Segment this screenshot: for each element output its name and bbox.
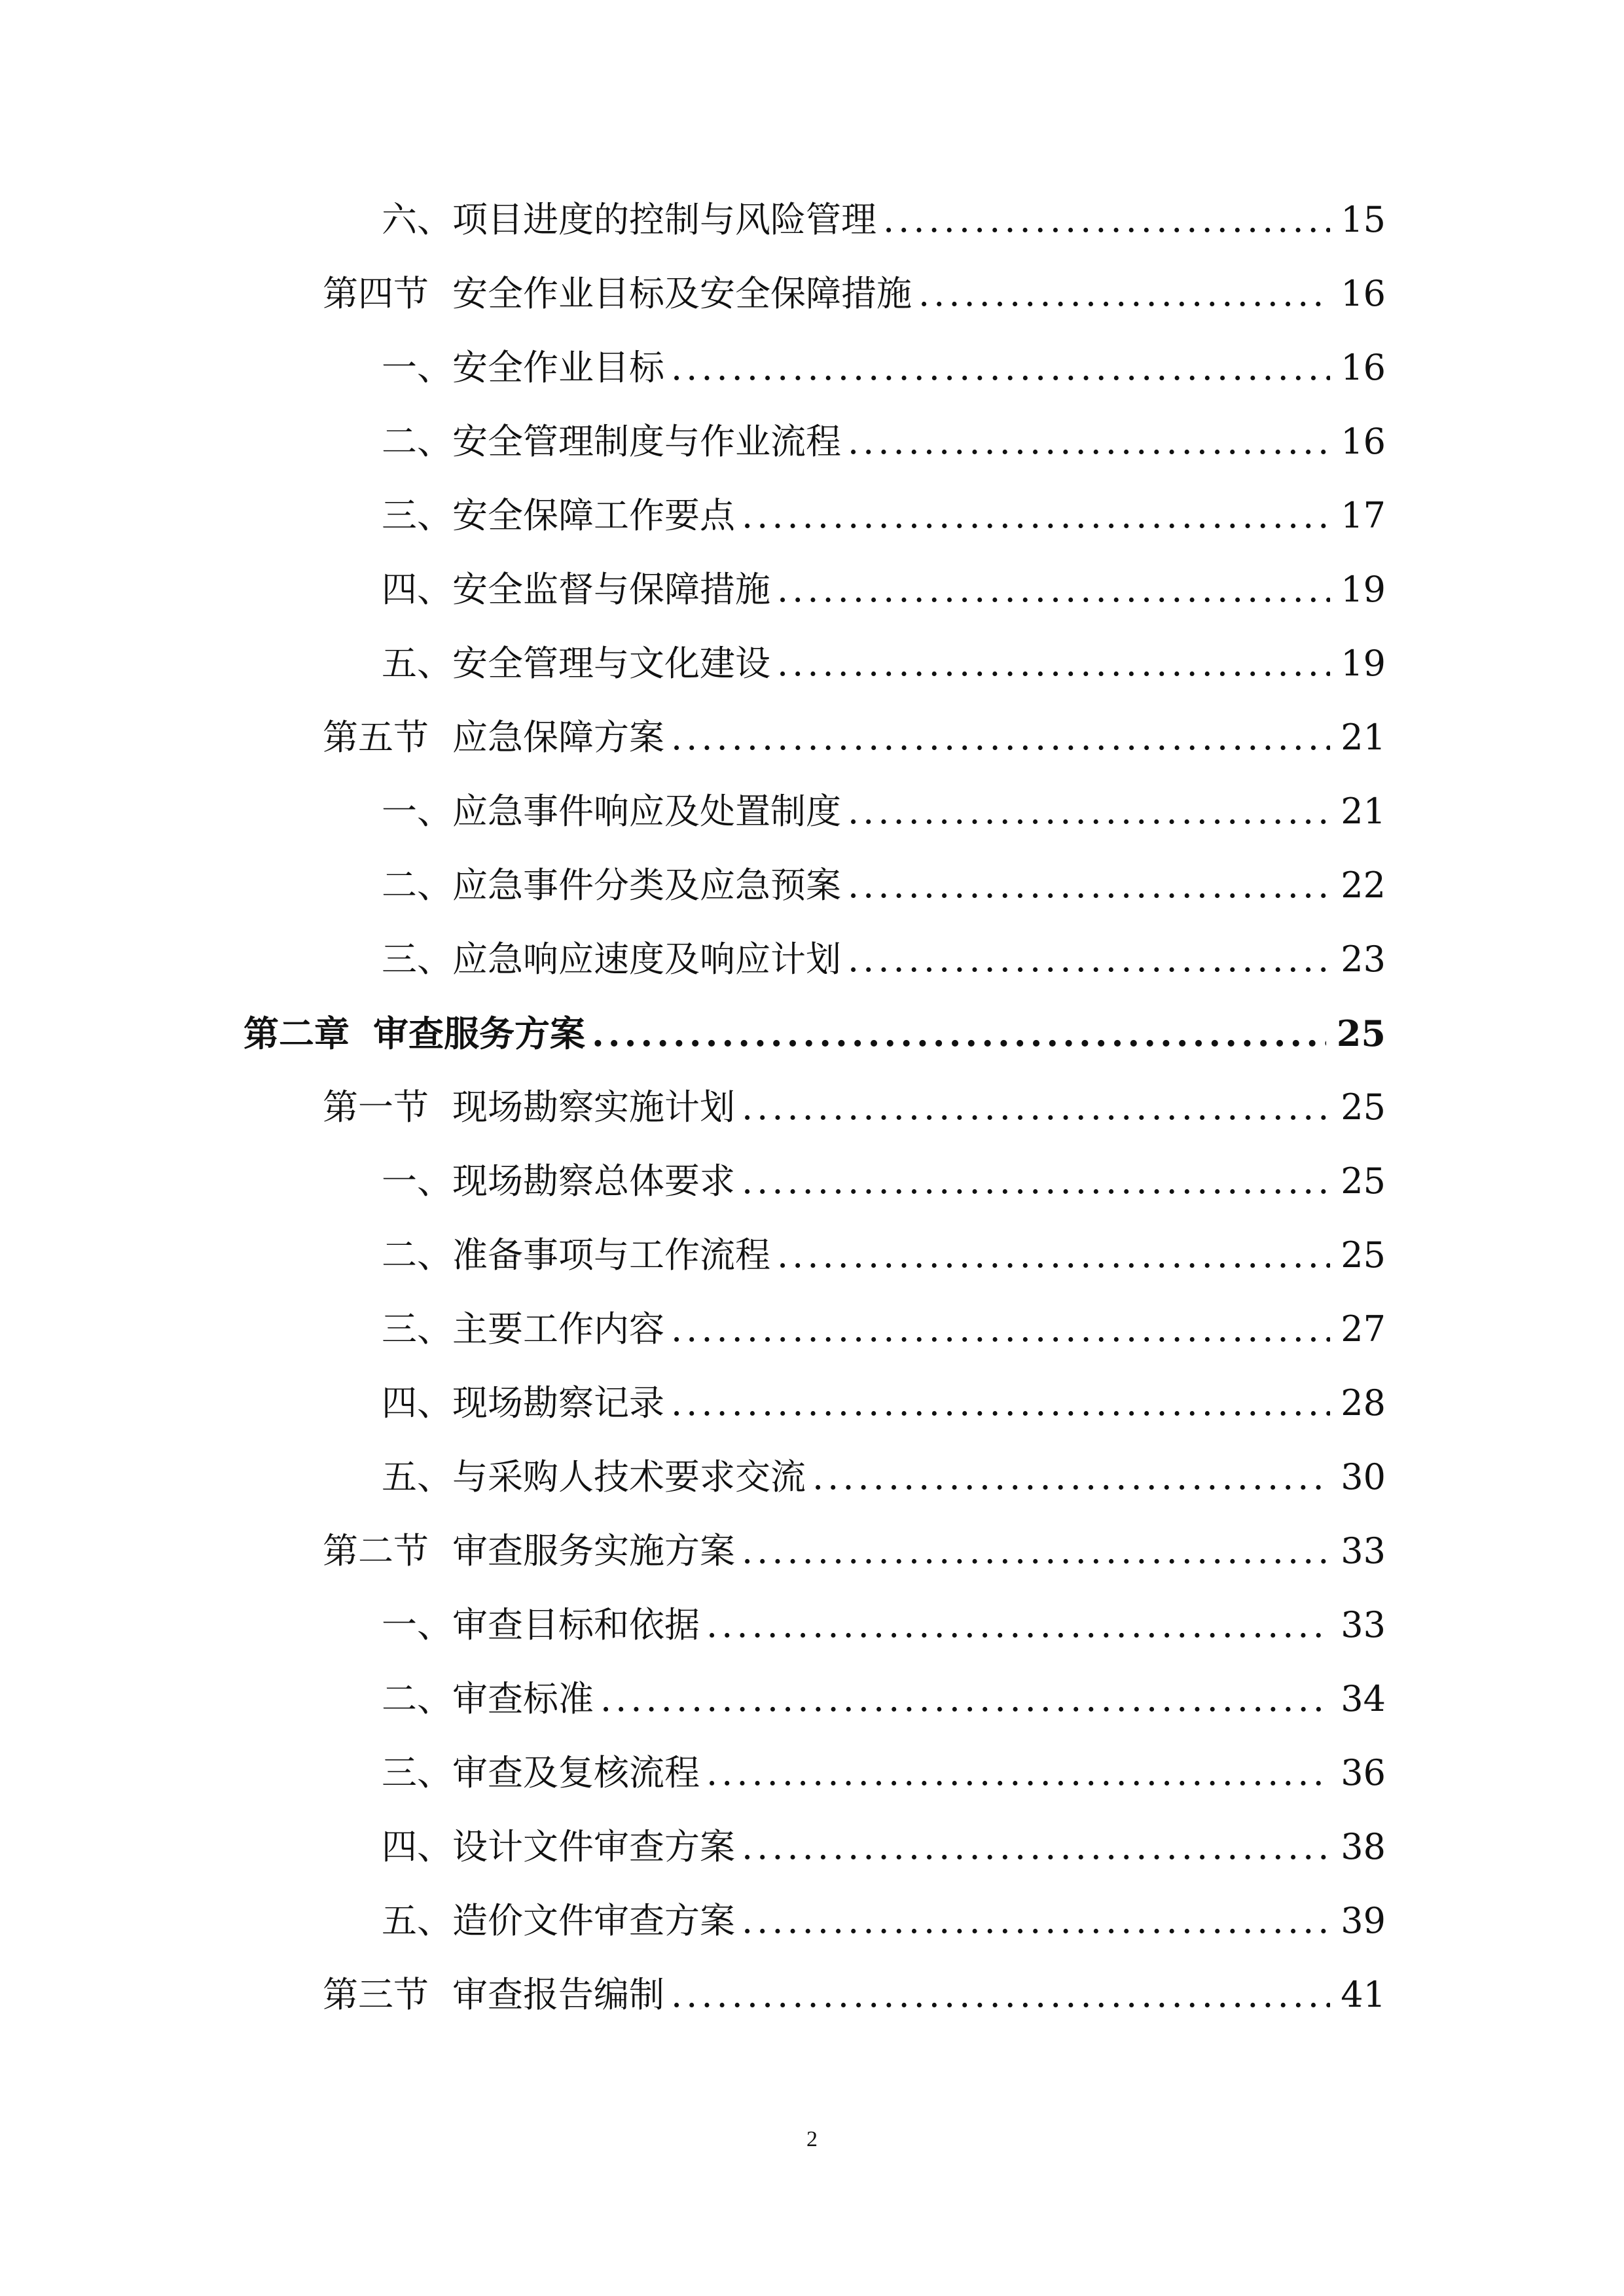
toc-leader-dots [706,1736,1330,1810]
toc-entry-prefix: 三、 [382,1752,452,1793]
toc-entry-page-number: 16 [1341,273,1386,314]
toc-leader-dots [671,1958,1330,2032]
toc-leader-dots [742,1145,1330,1218]
toc-entry-title [323,257,918,331]
toc-entry[interactable] [382,849,1386,922]
toc-entry[interactable] [382,1293,1386,1366]
toc-entry-text: 安全管理与文化建设 [452,643,770,684]
toc-entry[interactable] [382,405,1386,478]
toc-entry-title [382,1884,742,1958]
toc-entry[interactable] [323,257,1386,331]
toc-entry-prefix: 二、 [382,421,452,462]
toc-entry-title [382,775,848,848]
toc-entry-text: 项目进度的控制与风险管理 [452,199,876,240]
toc-entry-prefix: 第四节 [323,273,429,314]
toc-entry[interactable] [244,997,1386,1070]
toc-entry-text: 现场勘察记录 [452,1382,664,1424]
toc-entry-prefix: 四、 [382,569,452,610]
toc-leader-dots [742,1071,1330,1144]
toc-entry-title [323,701,671,774]
toc-entry-page-number: 15 [1341,199,1386,240]
toc-entry[interactable] [382,1662,1386,1736]
toc-entry[interactable] [382,183,1386,257]
toc-leader-dots [742,479,1330,552]
toc-entry-page-number: 22 [1341,865,1386,906]
toc-entry-page-number: 23 [1341,939,1386,980]
toc-entry-text: 设计文件审查方案 [452,1826,735,1867]
toc-entry[interactable] [382,1219,1386,1292]
toc-entry-text: 审查服务实施方案 [452,1530,735,1571]
toc-entry-text: 安全保障工作要点 [452,495,735,536]
toc-entry-title [382,1588,706,1662]
toc-entry-text: 现场勘察总体要求 [452,1160,735,1202]
toc-leader-dots [848,775,1330,848]
toc-entry-title [382,1441,812,1514]
toc-entry-prefix: 第二章 [244,1013,350,1054]
toc-entry-page-number: 34 [1341,1678,1386,1719]
toc-entry-prefix: 五、 [382,1456,452,1498]
toc-entry-prefix: 一、 [382,1160,452,1202]
toc-entry-page-number: 38 [1341,1826,1386,1867]
toc-entry-page-number: 39 [1341,1900,1386,1941]
toc-entry-title [382,923,848,996]
toc-entry-text: 审查标准 [452,1678,594,1719]
toc-entry-page-number: 28 [1341,1382,1386,1424]
toc-entry-prefix: 第二节 [323,1530,429,1571]
toc-entry-title [382,1145,742,1218]
toc-leader-dots [812,1441,1330,1514]
toc-entry-title [382,405,848,478]
toc-entry-prefix: 三、 [382,1308,452,1350]
toc-leader-dots [671,701,1330,774]
toc-entry[interactable] [382,923,1386,996]
toc-entry-prefix: 一、 [382,1604,452,1645]
toc-entry-title [323,1071,742,1144]
page-number-footer: 2 [806,2127,818,2151]
toc-entry[interactable] [382,1588,1386,1662]
toc-entry[interactable] [382,553,1386,626]
toc-leader-dots [671,1293,1330,1366]
toc-entry[interactable] [382,627,1386,700]
toc-entry[interactable] [323,1071,1386,1144]
toc-entry-title [382,627,777,700]
toc-entry-prefix: 六、 [382,199,452,240]
toc-entry[interactable] [382,1884,1386,1958]
toc-entry-page-number: 33 [1341,1604,1386,1645]
toc-leader-dots [592,997,1326,1070]
toc-entry-text: 现场勘察实施计划 [452,1086,735,1128]
toc-entry[interactable] [382,1145,1386,1218]
toc-entry-title [382,1736,706,1810]
toc-entry-text: 审查服务方案 [373,1013,585,1054]
toc-leader-dots [706,1588,1330,1662]
toc-entry-prefix: 一、 [382,347,452,388]
toc-entry-text: 审查报告编制 [452,1974,664,2015]
toc-entry-prefix: 五、 [382,643,452,684]
toc-entry-prefix: 三、 [382,495,452,536]
toc-entry-title [382,479,742,552]
toc-leader-dots [918,257,1330,331]
toc-entry-title [382,1810,742,1884]
toc-entry[interactable] [382,331,1386,404]
toc-entry-title [382,1367,671,1440]
toc-entry-title [382,1219,777,1292]
toc-entry-page-number: 19 [1341,643,1386,684]
toc-leader-dots [848,923,1330,996]
toc-entry-page-number: 16 [1341,421,1386,462]
toc-leader-dots [777,553,1330,626]
toc-entry-text: 安全监督与保障措施 [452,569,770,610]
toc-entry[interactable] [382,1367,1386,1440]
toc-entry-title [244,997,592,1070]
toc-entry-title [382,849,848,922]
toc-entry-prefix: 第一节 [323,1086,429,1128]
toc-entry-title [382,183,883,257]
toc-entry-page-number: 30 [1341,1456,1386,1498]
toc-entry-prefix: 一、 [382,791,452,832]
toc-entry-page-number: 36 [1341,1752,1386,1793]
toc-entry-text: 安全作业目标及安全保障措施 [452,273,912,314]
toc-entry-text: 安全管理制度与作业流程 [452,421,841,462]
toc-entry[interactable] [382,1736,1386,1810]
toc-entry[interactable] [382,1810,1386,1884]
toc-entry-title [382,1662,600,1736]
toc-entry-text: 应急事件响应及处置制度 [452,791,841,832]
toc-entry-text: 审查及复核流程 [452,1752,700,1793]
toc-leader-dots [671,1367,1330,1440]
toc-entry-page-number: 25 [1336,1013,1386,1054]
toc-entry-text: 应急响应速度及响应计划 [452,939,841,980]
toc-entry-text: 应急保障方案 [452,717,664,758]
toc-leader-dots [742,1810,1330,1884]
toc-entry-title [382,553,777,626]
toc-entry[interactable] [382,479,1386,552]
toc-entry-page-number: 41 [1341,1974,1386,2015]
toc-leader-dots [777,1219,1330,1292]
toc-entry-text: 主要工作内容 [452,1308,664,1350]
toc-leader-dots [848,849,1330,922]
toc-entry-prefix: 二、 [382,865,452,906]
toc-leader-dots [777,627,1330,700]
toc-entry-prefix: 二、 [382,1678,452,1719]
toc-entry-page-number: 21 [1341,717,1386,758]
toc-entry-text: 审查目标和依据 [452,1604,700,1645]
toc-entry-page-number: 17 [1341,495,1386,536]
toc-entry-prefix: 二、 [382,1234,452,1276]
toc-entry-prefix: 第五节 [323,717,429,758]
toc-entry-page-number: 25 [1341,1160,1386,1202]
toc-leader-dots [742,1515,1330,1588]
toc-leader-dots [848,405,1330,478]
toc-entry-title [382,331,671,404]
toc-entry-text: 准备事项与工作流程 [452,1234,770,1276]
toc-leader-dots [600,1662,1330,1736]
toc-entry-text: 应急事件分类及应急预案 [452,865,841,906]
toc-entry-prefix: 三、 [382,939,452,980]
toc-entry-title [323,1515,742,1588]
toc-entry-prefix: 第三节 [323,1974,429,2015]
toc-entry-title [382,1293,671,1366]
toc-entry-page-number: 33 [1341,1530,1386,1571]
toc-entry-text: 与采购人技术要求交流 [452,1456,806,1498]
toc-entry[interactable] [323,701,1386,774]
toc-entry[interactable] [382,775,1386,848]
toc-entry-text: 安全作业目标 [452,347,664,388]
toc-leader-dots [883,183,1330,257]
toc-entry-page-number: 19 [1341,569,1386,610]
toc-entry-page-number: 16 [1341,347,1386,388]
toc-leader-dots [671,331,1330,404]
toc-entry[interactable] [382,1441,1386,1514]
toc-entry-text: 造价文件审查方案 [452,1900,735,1941]
toc-entry-page-number: 25 [1341,1086,1386,1128]
toc-leader-dots [742,1884,1330,1958]
toc-entry-prefix: 五、 [382,1900,452,1941]
toc-entry[interactable] [323,1515,1386,1588]
toc-entry-page-number: 27 [1341,1308,1386,1350]
toc-entry[interactable] [323,1958,1386,2032]
toc-entry-page-number: 25 [1341,1234,1386,1276]
toc-entry-title [323,1958,671,2032]
toc-entry-prefix: 四、 [382,1826,452,1867]
toc-entry-prefix: 四、 [382,1382,452,1424]
toc-entry-page-number: 21 [1341,791,1386,832]
